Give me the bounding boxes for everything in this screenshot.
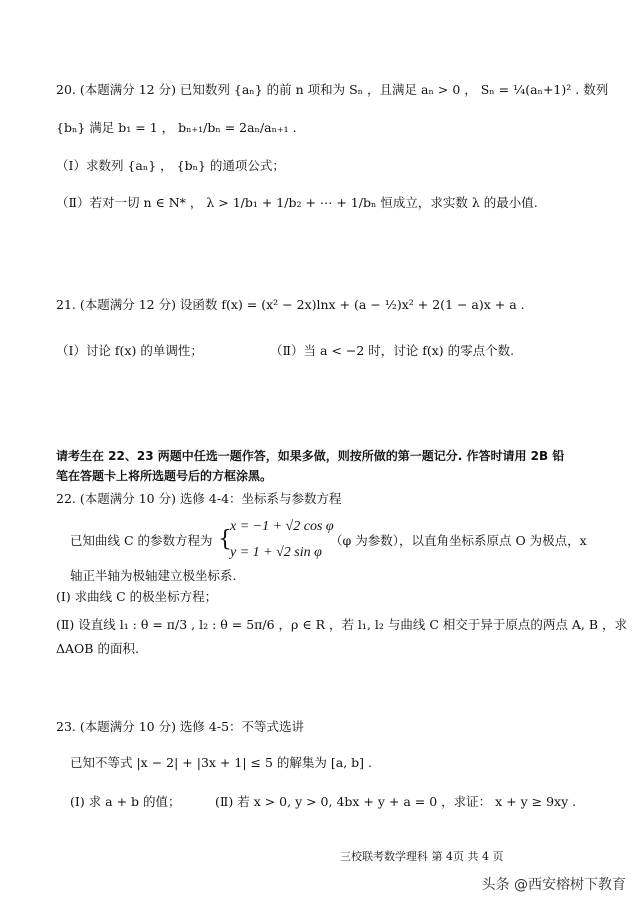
q22-intro: 已知曲线 C 的参数方程为: [70, 533, 213, 548]
q22-part2b: ΔAOB 的面积.: [56, 641, 139, 656]
q20-part1: （Ⅰ）求数列 {aₙ} ， {bₙ} 的通项公式；: [56, 158, 285, 173]
q21-line1: 21. (本题满分 12 分) 设函数 f(x) = (x² − 2x)lnx + (a − ½)x² + 2(1 − a)x + a .: [56, 297, 525, 312]
page-footer: 三校联考数学理科 第 4页 共 4 页: [340, 850, 504, 863]
q22-eq1: x = −1 + √2 cos φ: [230, 519, 334, 534]
brace-icon: {: [218, 527, 232, 552]
q22-eq2: y = 1 + √2 sin φ: [230, 545, 322, 560]
watermark: 头条 @西安榕树下教育: [481, 877, 626, 893]
q20-line1: 20. (本题满分 12 分) 已知数列 {aₙ} 的前 n 项和为 Sₙ ，且满足 aₙ > 0 ， Sₙ = ¼(aₙ+1)² . 数列: [56, 82, 609, 97]
q23-line1: 已知不等式 |x − 2| + |3x + 1| ≤ 5 的解集为 [a, b] .: [70, 755, 372, 770]
q22-part1: (Ⅰ) 求曲线 C 的极坐标方程；: [56, 589, 218, 604]
notice-line1: 请考生在 22、23 两题中任选一题作答，如果多做，则按所做的第一题记分. 作答时请用 2B 铅: [56, 449, 565, 463]
q22-after: （φ 为参数），以直角坐标系原点 O 为极点，x: [330, 533, 587, 548]
notice-line2: 笔在答题卡上将所选题号后的方框涂黑。: [56, 469, 273, 483]
q21-part2: （Ⅱ）当 a < −2 时，讨论 f(x) 的零点个数.: [270, 343, 515, 358]
q22-title: 22. (本题满分 10 分) 选修 4-4：坐标系与参数方程: [56, 491, 342, 506]
q23-part1: (Ⅰ) 求 a + b 的值；: [70, 794, 181, 809]
q20-part2: （Ⅱ）若对一切 n ∈ N* ， λ > 1/b₁ + 1/b₂ + ⋯ + 1/bₙ 恒成立，求实数 λ 的最小值.: [56, 195, 538, 210]
q23-part2: (Ⅱ) 若 x > 0, y > 0, 4bx + y + a = 0 ，求证： x + y ≥ 9xy .: [215, 794, 577, 809]
q21-part1: （Ⅰ）讨论 f(x) 的单调性；: [56, 343, 203, 358]
q20-line2: {bₙ} 满足 b₁ = 1 ， bₙ₊₁/bₙ = 2aₙ/aₙ₊₁ .: [56, 120, 297, 135]
q23-title: 23. (本题满分 10 分) 选修 4-5：不等式选讲: [56, 719, 305, 734]
q22-part2a: (Ⅱ) 设直线 l₁ : θ = π/3 , l₂ : θ = 5π/6 ，ρ ∈ R ，若 l₁, l₂ 与曲线 C 相交于异于原点的两点 A, B ，求: [56, 617, 627, 632]
q22-line2: 轴正半轴为极轴建立极坐标系.: [70, 568, 237, 583]
